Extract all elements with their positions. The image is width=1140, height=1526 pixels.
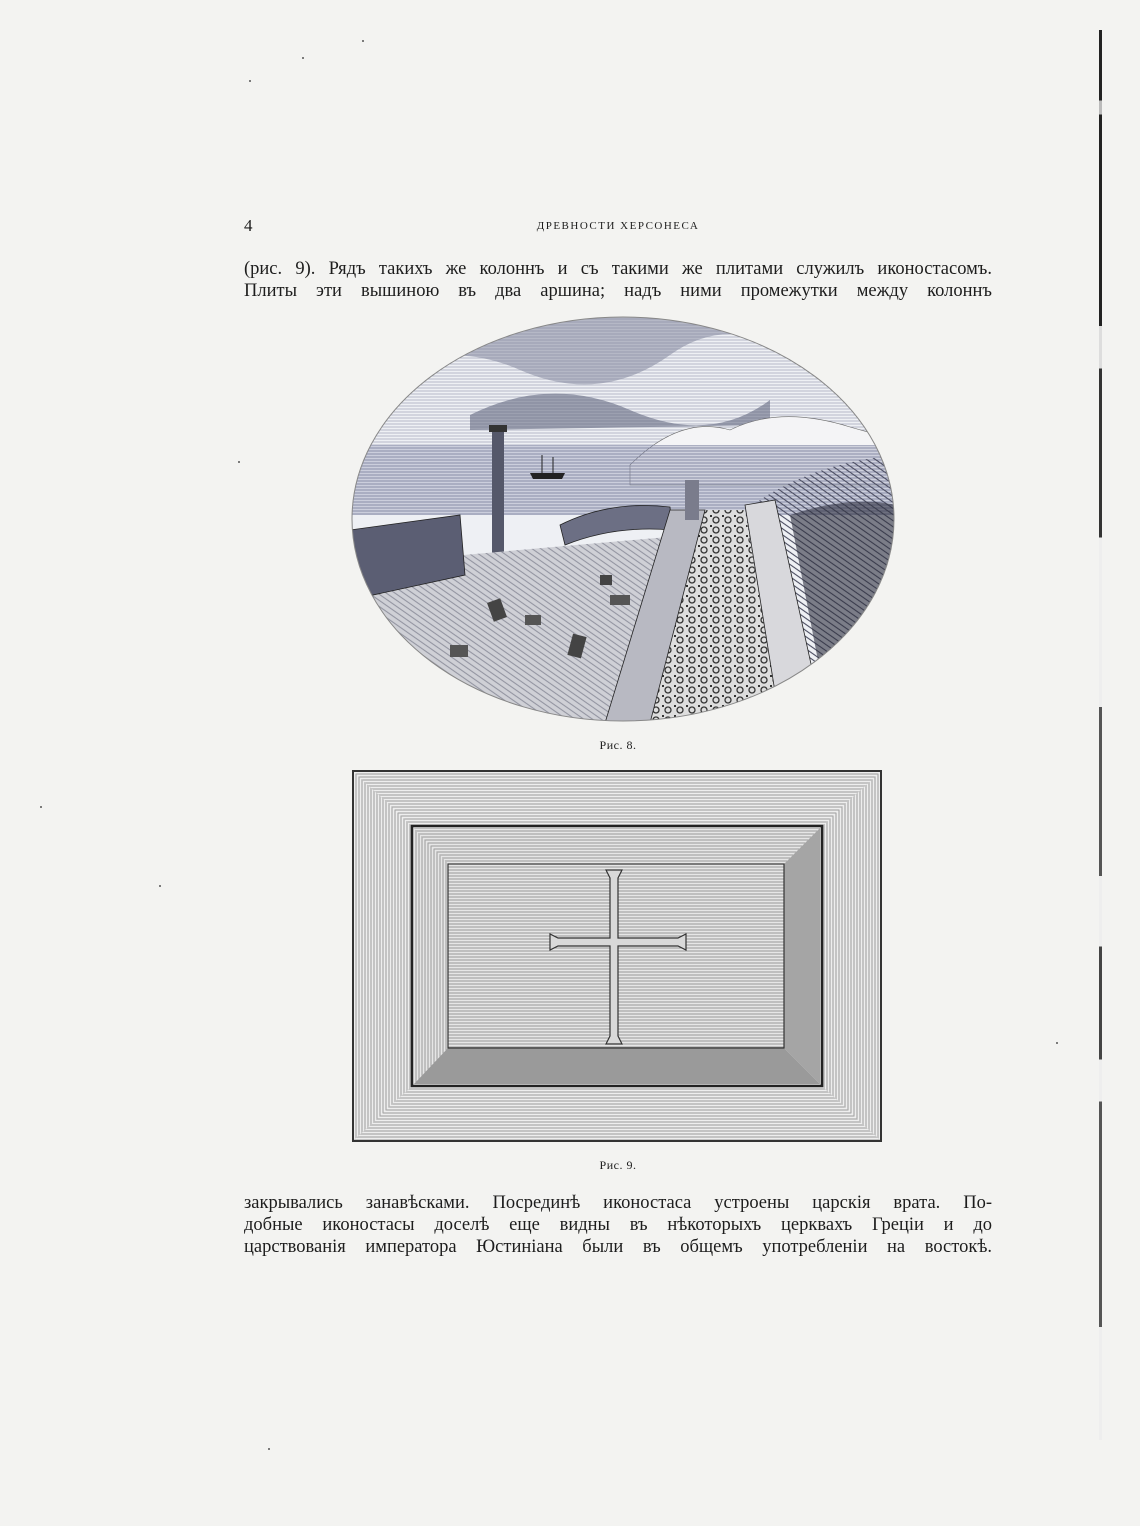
figure-8-ruins-engraving: [350, 315, 896, 723]
text-line: (рис. 9). Рядъ такихъ же колоннъ и съ такими же плитами служилъ иконостасомъ.: [244, 259, 992, 279]
scan-speck: [362, 40, 364, 42]
text-line: царствованія императора Юстиніана были въ общемъ употребленіи на востокѣ.: [244, 1237, 992, 1257]
scan-speck: [238, 461, 240, 463]
page-number: 4: [244, 216, 253, 235]
figure-9-cross-plate-engraving: [352, 770, 882, 1142]
text-line: добные иконостасы доселѣ еще видны въ нѣкоторыхъ церквахъ Греціи и до: [244, 1215, 992, 1235]
scan-speck: [302, 57, 304, 59]
scan-speck: [40, 806, 42, 808]
paragraph-bottom: [244, 1192, 992, 1258]
running-head: [244, 216, 992, 238]
text-line: закрывались занавѣсками. Посрединѣ иконостаса устроены царскія врата. По-: [244, 1193, 992, 1213]
scan-speck: [249, 80, 251, 82]
scan-speck: [268, 1448, 270, 1450]
scan-speck: [159, 885, 161, 887]
figure-9-caption: Рис. 9.: [599, 1158, 637, 1172]
running-title: ДРЕВНОСТИ ХЕРСОНЕСА: [536, 220, 700, 232]
page-edge-shadow: [1099, 30, 1102, 1440]
figure-8-caption: Рис. 8.: [599, 738, 637, 752]
paragraph-top: [244, 258, 992, 302]
scan-speck: [1056, 1042, 1058, 1044]
text-line: Плиты эти вышиною въ два аршина; надъ ними промежутки между колоннъ: [244, 281, 992, 301]
